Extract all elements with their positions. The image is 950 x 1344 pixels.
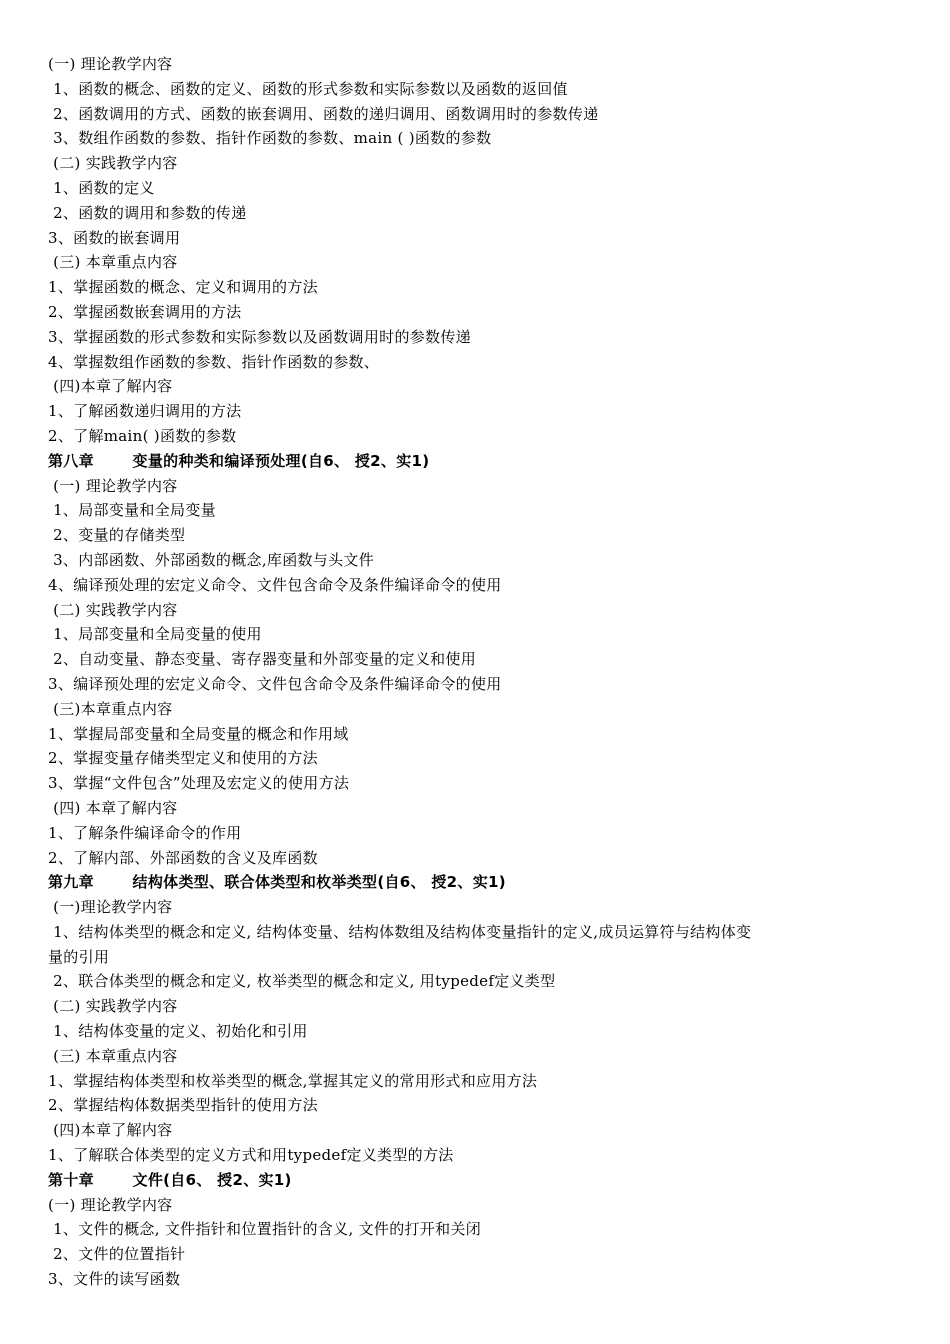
text-line: 4、掌握数组作函数的参数、指针作函数的参数、 <box>48 352 380 371</box>
text-line: 3、掌握函数的形式参数和实际参数以及函数调用时的参数传递 <box>48 327 471 346</box>
chapter-heading: 第八章 变量的种类和编译预处理(自6、 授2、实1) <box>48 451 430 470</box>
text-line: (二) 实践教学内容 <box>48 154 178 173</box>
text-line: 1、了解函数递归调用的方法 <box>48 402 242 421</box>
text-line: 2、了解内部、外部函数的含义及库函数 <box>48 848 318 867</box>
text-line: 4、编译预处理的宏定义命令、文件包含命令及条件编译命令的使用 <box>48 575 502 594</box>
text-line: (一) 理论教学内容 <box>48 55 173 73</box>
text-line: 2、函数调用的方式、函数的嵌套调用、函数的递归调用、函数调用时的参数传递 <box>48 104 599 123</box>
text-line: 1、文件的概念, 文件指针和位置指针的含义, 文件的打开和关闭 <box>48 1220 481 1239</box>
text-line: 2、联合体类型的概念和定义, 枚举类型的概念和定义, 用typedef定义类型 <box>48 972 556 991</box>
text-line: 2、自动变量、静态变量、寄存器变量和外部变量的定义和使用 <box>48 650 477 669</box>
text-line: 3、掌握“文件包含”处理及宏定义的使用方法 <box>48 774 350 793</box>
text-line: 3、编译预处理的宏定义命令、文件包含命令及条件编译命令的使用 <box>48 674 502 693</box>
text-line: (一)理论教学内容 <box>48 898 173 917</box>
text-line: 量的引用 <box>48 947 110 966</box>
text-line: (一) 理论教学内容 <box>48 1195 173 1214</box>
text-line: (二) 实践教学内容 <box>48 600 178 619</box>
text-line: 1、结构体变量的定义、初始化和引用 <box>48 1022 308 1041</box>
text-line: (三)本章重点内容 <box>48 699 173 718</box>
text-line: 3、文件的读写函数 <box>48 1270 181 1289</box>
text-line: (四)本章了解内容 <box>48 1121 173 1140</box>
text-line: 2、掌握结构体数据类型指针的使用方法 <box>48 1096 318 1115</box>
text-line: 1、局部变量和全局变量 <box>48 501 216 520</box>
text-line: 1、函数的概念、函数的定义、函数的形式参数和实际参数以及函数的返回值 <box>48 79 568 98</box>
text-line: 1、掌握函数的概念、定义和调用的方法 <box>48 278 318 297</box>
text-line: 1、局部变量和全局变量的使用 <box>48 625 262 644</box>
text-line: 1、了解联合体类型的定义方式和用typedef定义类型的方法 <box>48 1146 454 1165</box>
text-line: (二) 实践教学内容 <box>48 997 178 1016</box>
document-body <box>48 52 908 1292</box>
text-line: 1、结构体类型的概念和定义, 结构体变量、结构体数组及结构体变量指针的定义,成员运算符与结构体变 <box>48 922 752 941</box>
text-line: 2、了解main( )函数的参数 <box>48 426 237 445</box>
text-line: 2、掌握变量存储类型定义和使用的方法 <box>48 749 318 768</box>
text-line: 1、掌握结构体类型和枚举类型的概念,掌握其定义的常用形式和应用方法 <box>48 1071 538 1090</box>
text-line: 1、掌握局部变量和全局变量的概念和作用域 <box>48 724 349 743</box>
text-line: (三) 本章重点内容 <box>48 253 178 272</box>
text-line: 3、函数的嵌套调用 <box>48 228 181 247</box>
text-line: 2、文件的位置指针 <box>48 1245 186 1264</box>
text-line: (四)本章了解内容 <box>48 377 173 396</box>
text-line: (四) 本章了解内容 <box>48 798 178 817</box>
text-line: 2、函数的调用和参数的传递 <box>48 203 247 222</box>
text-line: 3、数组作函数的参数、指针作函数的参数、main ( )函数的参数 <box>48 129 492 148</box>
text-line: (一) 理论教学内容 <box>48 476 178 495</box>
text-line: 1、了解条件编译命令的作用 <box>48 823 242 842</box>
chapter-heading: 第十章 文件(自6、 授2、实1) <box>48 1170 292 1189</box>
text-line: 3、内部函数、外部函数的概念,库函数与头文件 <box>48 550 374 569</box>
text-line: 1、函数的定义 <box>48 178 155 197</box>
chapter-heading: 第九章 结构体类型、联合体类型和枚举类型(自6、 授2、实1) <box>48 873 506 892</box>
text-line: (三) 本章重点内容 <box>48 1046 178 1065</box>
text-line: 2、掌握函数嵌套调用的方法 <box>48 302 242 321</box>
text-line: 2、变量的存储类型 <box>48 526 186 545</box>
